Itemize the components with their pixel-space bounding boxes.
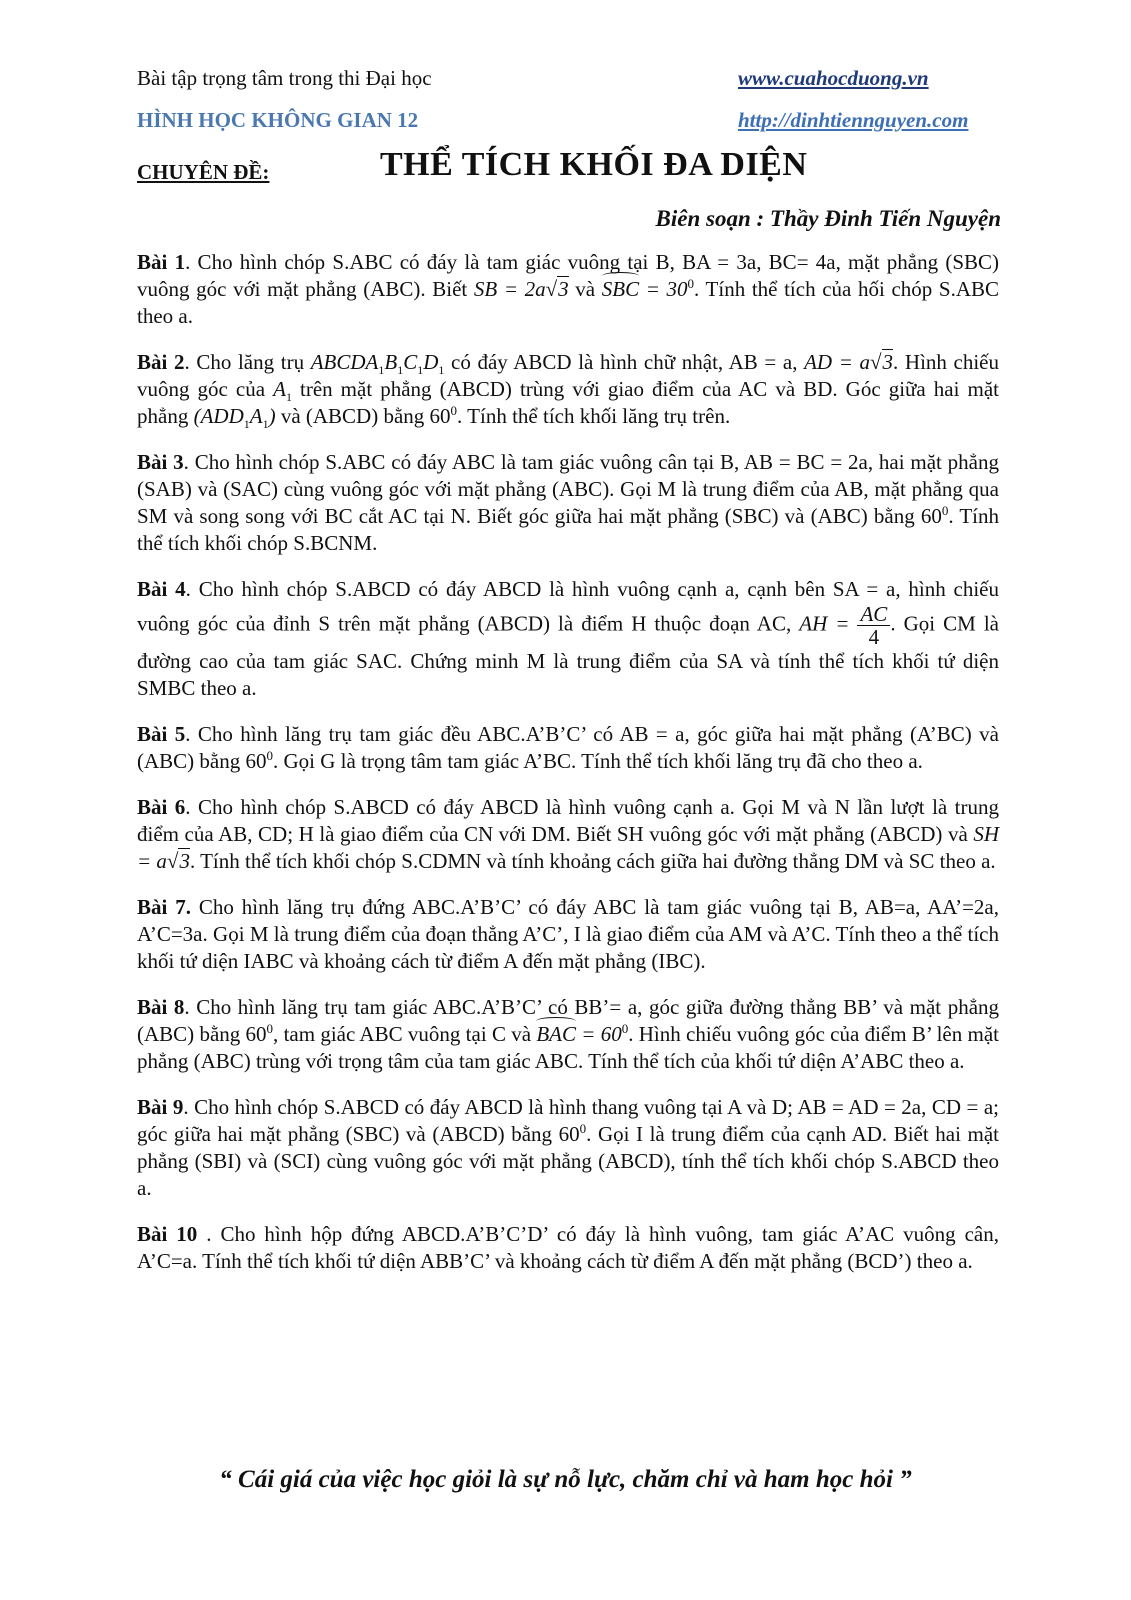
exercise-label: Bài 8 bbox=[137, 995, 185, 1019]
angle-notation: BAC bbox=[536, 1022, 576, 1046]
exercise-8: Bài 8. Cho hình lăng trụ tam giác ABC.A’B’C’ có BB’= a, góc giữa đường thẳng BB’ và mặt phẳng (ABC) bằng $60^0$, tam giác ABC vuông tại C và BAC = $60^0$. Hình chiếu vuông góc của điểm B’ lên mặt phẳng (ABC) trùng với trọng tâm của tam giác ABC. Tính thể tích của khối tứ diện A’ABC theo a. bbox=[137, 995, 1000, 1073]
sqrt-symbol: √ bbox=[545, 277, 558, 301]
header-subject: Bài tập trọng tâm trong thi Đại học bbox=[137, 66, 432, 90]
header-link-dinhtiennguyen[interactable]: http://dinhtiennguyen.com bbox=[738, 108, 969, 132]
exercise-9: Bài 9. Cho hình chóp S.ABCD có đáy ABCD là hình thang vuông tại A và D; AB = AD = 2a, CD = a; góc giữa hai mặt phẳng (SBC) và (ABCD) bằng $60^0$. Gọi I là trung điểm của cạnh AD. Biết hai mặt phẳng (SBI) và (SCI) cùng vuông góc với mặt phẳng (ABCD), tính thể tích khối chóp S.ABCD theo a. bbox=[137, 1095, 1000, 1200]
exercise-label: Bài 9 bbox=[137, 1095, 184, 1119]
exercise-2: Bài 2. Cho lăng trụ $ABCDA_1B_1C_1D_1$ có đáy ABCD là hình chữ nhật, AB = a, AD = a√3. Hình chiếu vuông góc của $A_1$ trên mặt phẳng (ABCD) trùng với giao điểm của AC và BD. Góc giữa hai mặt phẳng $(ADD_1A_1)$ và (ABCD) bằng $60^0$. Tính thể tích khối lăng trụ trên. bbox=[137, 350, 1000, 432]
exercise-label: Bài 7. bbox=[137, 895, 191, 919]
exercise-label: Bài 10 bbox=[137, 1222, 198, 1246]
header-course: HÌNH HỌC KHÔNG GIAN 12 bbox=[137, 108, 419, 132]
exercise-label: Bài 2 bbox=[137, 350, 185, 374]
exercise-5: Bài 5. Cho hình lăng trụ tam giác đều ABC.A’B’C’ có AB = a, góc giữa hai mặt phẳng (A’BC) và (ABC) bằng $60^0$. Gọi G là trọng tâm tam giác A’BC. Tính thể tích khối lăng trụ đã cho theo a. bbox=[137, 722, 999, 773]
exercise-label: Bài 5 bbox=[137, 722, 186, 746]
exercise-7: Bài 7. Cho hình lăng trụ đứng ABC.A’B’C’ có đáy ABC là tam giác vuông tại B, AB=a, AA’=2a, A’C=3a. Gọi M là trung điểm của đoạn thẳng A’C’, I là giao điểm của AM và A’C. Tính theo a thể tích khối tứ diện IABC và khoảng cách từ điểm A đến mặt phẳng (IBC). bbox=[137, 895, 999, 973]
topic-label: CHUYÊN ĐỀ: bbox=[137, 160, 270, 184]
sqrt-symbol: √ bbox=[870, 350, 882, 374]
fraction: $\frac{AC}{4}$ bbox=[857, 603, 890, 648]
exercise-3: Bài 3. Cho hình chóp S.ABC có đáy ABC là tam giác vuông cân tại B, AB = BC = 2a, hai mặt phẳng (SAB) và (SAC) cùng vuông góc với mặt phẳng (ABC). Gọi M là trung điểm của AB, mặt phẳng qua SM và song song với BC cắt AC tại N. Biết góc giữa hai mặt phẳng (SBC) và (ABC) bằng $60^0$. Tính thể tích khối chóp S.BCNM. bbox=[137, 450, 999, 555]
exercise-label: Bài 1 bbox=[137, 250, 186, 274]
page-title: THỂ TÍCH KHỐI ĐA DIỆN bbox=[380, 146, 808, 183]
exercise-label: Bài 4 bbox=[137, 577, 186, 601]
sqrt-symbol: √ bbox=[166, 849, 179, 873]
angle-notation: SBC bbox=[601, 277, 640, 301]
motivational-quote: “ Cái giá của việc học giỏi là sự nỗ lực, chăm chỉ và ham học hỏi ” bbox=[219, 1466, 912, 1493]
exercise-4: Bài 4. Cho hình chóp S.ABCD có đáy ABCD là hình vuông cạnh a, cạnh bên SA = a, hình chiếu vuông góc của đỉnh S trên mặt phẳng (ABCD) là điểm H thuộc đoạn AC, AH = $\frac{AC}{4}$ . Gọi CM là đường cao của tam giác SAC. Chứng minh M là trung điểm của SA và tính thể tích khối tứ diện SMBC theo a. bbox=[137, 577, 1000, 700]
exercise-10: Bài 10 . Cho hình hộp đứng ABCD.A’B’C’D’ có đáy là hình vuông, tam giác A’AC vuông cân, A’C=a. Tính thể tích khối tứ diện ABB’C’ và khoảng cách từ điểm A đến mặt phẳng (BCD’) theo a. bbox=[137, 1222, 999, 1273]
exercise-list bbox=[137, 249, 999, 1294]
author-line: Biên soạn : Thầy Đinh Tiến Nguyện bbox=[655, 206, 1001, 231]
exercise-label: Bài 3 bbox=[137, 450, 184, 474]
exercise-6: Bài 6. Cho hình chóp S.ABCD có đáy ABCD là hình vuông cạnh a. Gọi M và N lần lượt là trung điểm của AB, CD; H là giao điểm của CN với DM. Biết SH vuông góc với mặt phẳng (ABCD) và SH = a√3. Tính thể tích khối chóp S.CDMN và tính khoảng cách giữa hai đường thẳng DM và SC theo a. bbox=[137, 795, 999, 873]
header-link-cuahocduong[interactable]: www.cuahocduong.vn bbox=[738, 66, 929, 90]
exercise-1: Bài 1. Cho hình chóp S.ABC có đáy là tam giác vuông tại B, BA = 3a, BC= 4a, mặt phẳng (SBC) vuông góc với mặt phẳng (ABC). Biết SB = 2a√3 và SBC = $30^0$. Tính thể tích của hối chóp S.ABC theo a. bbox=[137, 250, 1000, 328]
exercise-label: Bài 6 bbox=[137, 795, 186, 819]
